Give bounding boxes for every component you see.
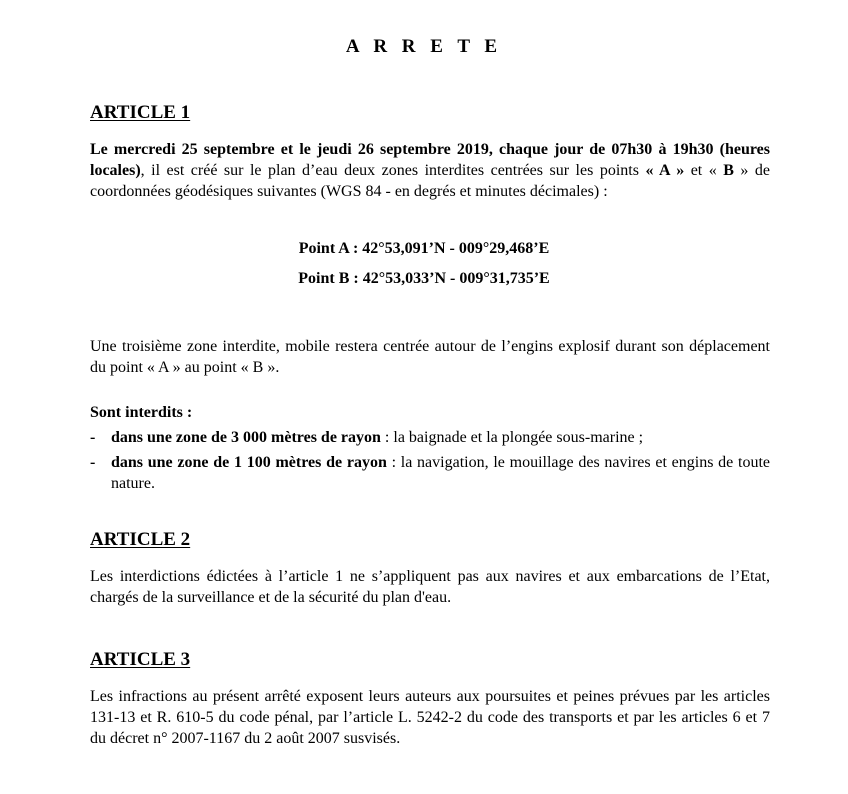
article-2-text: Les interdictions édictées à l’article 1 ne s’appliquent pas aux navires et aux embarcations de l’Etat, chargés de la surveillance et de la sécurité du plan d'eau. [90,568,770,606]
list-dash: - [90,454,96,471]
zone-1100-label: dans une zone de 1 100 mètres de rayon [111,454,387,471]
zone-3000-text: : la baignade et la plongée sous-marine ; [380,429,644,446]
article-3-text: Les infractions au présent arrêté exposent leurs auteurs aux poursuites et peines prévues par les articles 131-13 et R. 610-5 du code pénal, par l’article L. 5242-2 du code des transports et par les articles 6 et 7 du décret n° 2007-1167 du 2 août 2007 susvisés. [90,688,770,747]
list-item [90,427,770,448]
mobile-zone-paragraph: Une troisième zone interdite, mobile restera centrée autour de l’engins explosif durant son déplacement du point « A » au point « B ». [90,338,770,376]
point-a-coordinates: Point A : 42°53,091’N - 009°29,468’E [298,240,550,257]
point-b-ref: B [723,162,734,179]
list-dash: - [90,429,96,446]
article-1-intro-text-2: » de coordonnées géodésiques suivantes (WGS 84 - en degrés et minutes décimales) : [90,162,771,200]
article-1-heading: ARTICLE 1 [90,102,191,123]
point-b-coordinates: Point B : 42°53,033’N - 009°31,735’E [298,270,550,287]
article-2-heading: ARTICLE 2 [90,529,191,550]
article-1-date-range: Le mercredi 25 septembre et le jeudi 26 septembre 2019, chaque jour de 07h30 à 19h30 (heures locales) [90,141,770,179]
point-a-ref: « A » [645,162,685,179]
article-1-intro-text: , il est créé sur le plan d’eau deux zones interdites centrées sur les points [140,162,646,179]
list-item [90,452,770,494]
article-3-heading: ARTICLE 3 [90,649,191,670]
document-title: A R R E T E [345,36,503,57]
intro-and: et « [684,162,724,179]
article-1-intro [90,139,770,202]
zone-1100-text: : la navigation, le mouillage des navires et engins de toute nature. [111,454,770,492]
zone-3000-label: dans une zone de 3 000 mètres de rayon [111,429,381,446]
prohibited-label: Sont interdits : [90,404,193,421]
